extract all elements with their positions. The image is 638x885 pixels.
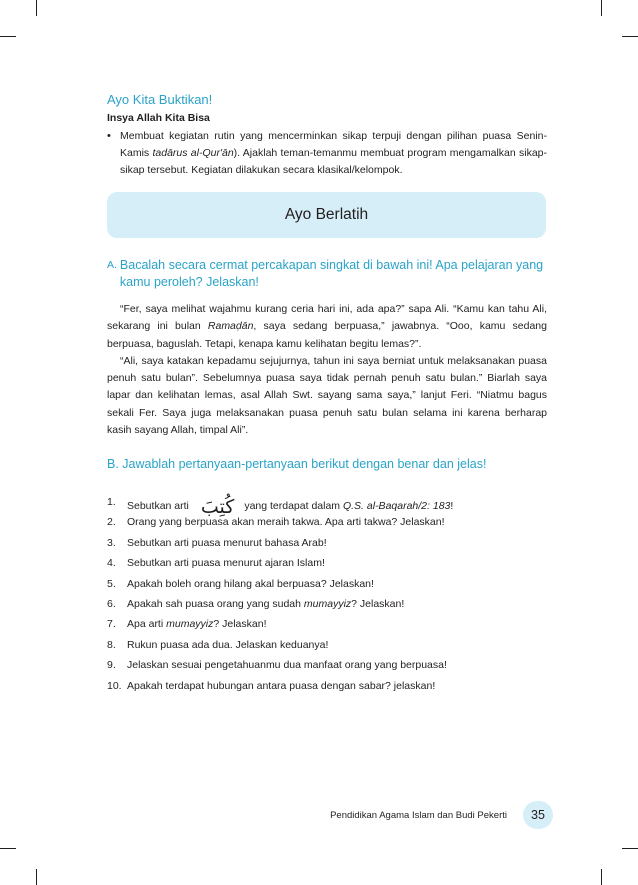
list-item: 5. Apakah boleh orang hilang akal berpuasa? Jelaskan! (107, 577, 374, 590)
list-item: 4. Sebutkan arti puasa menurut ajaran Islam! (107, 557, 325, 570)
dialogue-paragraph: “Fer, saya melihat wajahmu kurang ceria hari ini, ada apa?” sapa Ali. “Kamu kan tahu Ali, sekarang ini bulan Ramaḍān, saya sedang berpuasa,” jawabnya. “Ooo, kamu sedang berpuasa, baguslah. Tetapi, kenapa kamu kelihatan begitu lemas?”. (107, 303, 547, 350)
question-list (107, 496, 547, 700)
banner-title: Ayo Berlatih (284, 206, 369, 223)
crop-mark (601, 869, 602, 885)
crop-mark (622, 36, 638, 37)
activity-label: Insya Allah Kita Bisa (107, 112, 210, 124)
list-item: 6. Apakah sah puasa orang yang sudah mumayyiz? Jelaskan! (107, 597, 405, 610)
arabic-word: كُتِبَ (200, 496, 235, 518)
dialogue-paragraph: “Ali, saya katakan kepadamu sejujurnya, tahun ini saya berniat untuk melaksanakan puasa penuh satu bulan”. Sebelumnya puasa saya tidak pernah penuh satu bulan.” Biarlah saya lapar dan kelihatan lemas, asal Allah Swt. sayang sama saya,” lanjut Feri. “Niatmu bagus sekali Fer. Saya juga melaksanakan puasa penuh satu bulan selama ini karena berharap kasih sayang Allah, timpal Ali”. (107, 354, 547, 437)
crop-mark (36, 869, 37, 885)
list-item: 10. Apakah terdapat hubungan antara puasa dengan sabar? jelaskan! (107, 679, 436, 692)
list-item: 8. Rukun puasa ada dua. Jelaskan keduanya! (107, 638, 329, 651)
list-item: 7. Apa arti mumayyiz? Jelaskan! (107, 618, 267, 631)
part-a-heading (107, 257, 547, 291)
crop-mark (622, 848, 638, 849)
part-a-instruction: Bacalah secara cermat percakapan singkat di bawah ini! Apa pelajaran yang kamu peroleh? Jelaskan! (119, 258, 544, 289)
list-item: 3. Sebutkan arti puasa menurut bahasa Arab! (107, 536, 327, 549)
practice-banner (107, 192, 546, 238)
crop-mark (0, 848, 16, 849)
dialogue-passage (107, 301, 547, 439)
bullet-icon: • (107, 130, 111, 142)
crop-mark (601, 0, 602, 16)
page-number: 35 (523, 801, 553, 829)
bullet-text: Membuat kegiatan rutin yang mencerminkan sikap terpuji dengan pilihan puasa Senin-Kamis tadārus al-Qur'ān). Ajaklah teman-temanmu membuat program mengamalkan sikap-sikap tersebut. Kegiatan dilakukan secara klasikal/kelompok. (120, 130, 548, 176)
crop-mark (0, 36, 16, 37)
list-item: 9. Jelaskan sesuai pengetahuanmu dua manfaat orang yang berpuasa! (107, 659, 447, 672)
crop-mark (36, 0, 37, 16)
list-item: 2. Orang yang berpuasa akan meraih takwa. Apa arti takwa? Jelaskan! (107, 516, 445, 529)
book-title-footer: Pendidikan Agama Islam dan Budi Pekerti (330, 810, 507, 821)
section-title: Ayo Kita Buktikan! (107, 92, 213, 107)
part-a-letter: A. (107, 259, 117, 271)
list-item: 1. Sebutkan arti كُتِبَ yang terdapat dalam Q.S. al-Baqarah/2: 183! (107, 496, 454, 518)
part-b-heading: B. Jawablah pertanyaan-pertanyaan berikut dengan benar dan jelas! (107, 457, 487, 471)
